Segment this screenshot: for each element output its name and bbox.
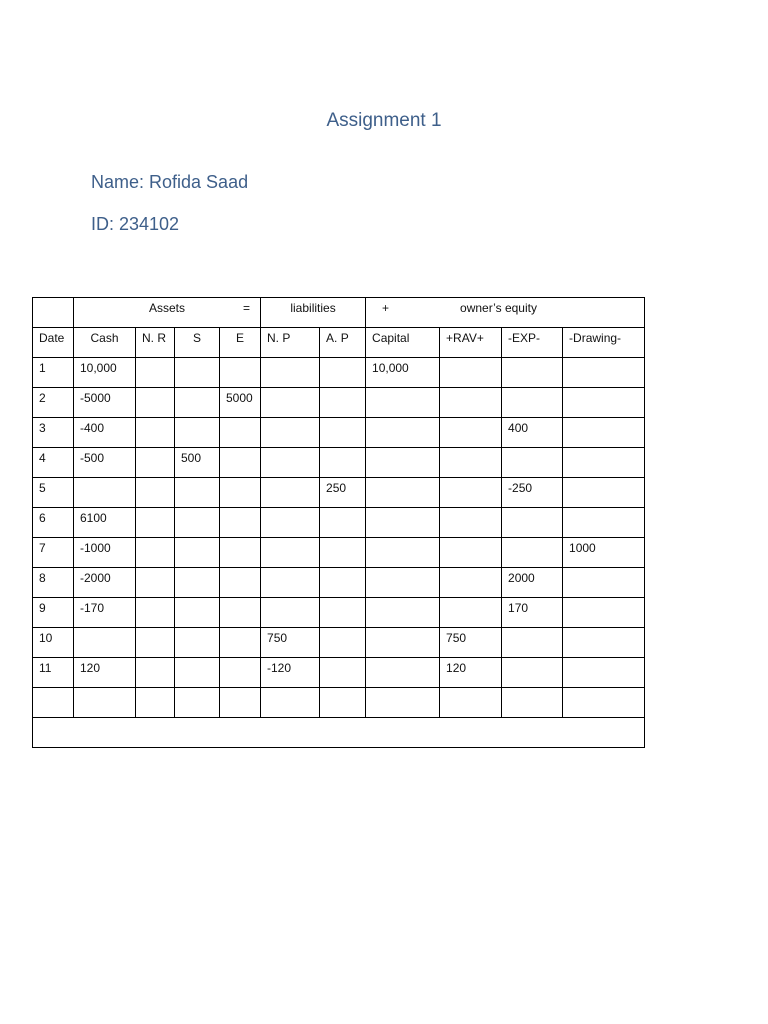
table-row xyxy=(33,628,645,658)
table-cell xyxy=(366,598,440,628)
table-cell xyxy=(563,568,645,598)
table-cell xyxy=(175,418,220,448)
table-cell xyxy=(136,388,175,418)
table-cell: -2000 xyxy=(74,568,136,598)
table-cell xyxy=(261,478,320,508)
column-header: -EXP- xyxy=(502,328,563,358)
table-cell xyxy=(220,598,261,628)
table-cell xyxy=(440,598,502,628)
table-cell xyxy=(220,688,261,718)
table-cell: 9 xyxy=(33,598,74,628)
table-cell xyxy=(136,598,175,628)
table-cell xyxy=(175,628,220,658)
table-cell xyxy=(136,448,175,478)
table-row xyxy=(33,598,645,628)
table-cell xyxy=(175,658,220,688)
table-row xyxy=(33,388,645,418)
table-cell xyxy=(175,388,220,418)
table-cell xyxy=(261,418,320,448)
table-cell: 1 xyxy=(33,358,74,388)
table-cell: -500 xyxy=(74,448,136,478)
table-cell xyxy=(366,568,440,598)
table-cell xyxy=(136,688,175,718)
table-cell xyxy=(440,478,502,508)
table-row xyxy=(33,568,645,598)
column-header: A. P xyxy=(320,328,366,358)
table-row xyxy=(33,688,645,718)
table-cell: -250 xyxy=(502,478,563,508)
table-cell xyxy=(563,688,645,718)
table-row xyxy=(33,508,645,538)
assets-header xyxy=(74,298,261,328)
table-cell xyxy=(136,478,175,508)
header-blank-cell xyxy=(33,298,74,328)
column-header-row xyxy=(33,328,645,358)
table-row xyxy=(33,538,645,568)
table-cell xyxy=(136,418,175,448)
table-cell: 500 xyxy=(175,448,220,478)
table-cell xyxy=(440,688,502,718)
table-cell xyxy=(261,508,320,538)
table-cell: 170 xyxy=(502,598,563,628)
table-cell xyxy=(261,448,320,478)
table-row xyxy=(33,418,645,448)
table-cell xyxy=(440,418,502,448)
table-cell xyxy=(220,358,261,388)
group-header-row xyxy=(33,298,645,328)
table-cell: 6100 xyxy=(74,508,136,538)
table-cell xyxy=(502,358,563,388)
table-cell xyxy=(366,628,440,658)
table-cell: 11 xyxy=(33,658,74,688)
table-cell xyxy=(220,478,261,508)
table-cell: 750 xyxy=(261,628,320,658)
table-cell xyxy=(502,658,563,688)
table-cell xyxy=(366,658,440,688)
table-cell xyxy=(136,628,175,658)
student-name: Name: Rofida Saad xyxy=(91,172,249,192)
table-cell xyxy=(175,568,220,598)
table-cell xyxy=(175,508,220,538)
table-cell: 3 xyxy=(33,418,74,448)
table-cell xyxy=(563,478,645,508)
table-cell xyxy=(366,688,440,718)
table-cell xyxy=(440,508,502,538)
column-header: S xyxy=(175,328,220,358)
table-cell xyxy=(136,358,175,388)
table-cell xyxy=(320,388,366,418)
table-cell xyxy=(220,628,261,658)
table-cell xyxy=(175,688,220,718)
table-cell: 5000 xyxy=(220,388,261,418)
plus-sign: + xyxy=(382,301,390,315)
table-cell: 2000 xyxy=(502,568,563,598)
table-cell xyxy=(175,358,220,388)
table-cell xyxy=(502,448,563,478)
table-cell xyxy=(220,538,261,568)
equals-sign: = xyxy=(243,301,251,315)
table-cell: 120 xyxy=(74,658,136,688)
table-cell xyxy=(220,658,261,688)
table-cell xyxy=(175,478,220,508)
table-cell: 10 xyxy=(33,628,74,658)
table-cell xyxy=(502,388,563,418)
table-cell: -400 xyxy=(74,418,136,448)
table-cell xyxy=(136,508,175,538)
column-header: E xyxy=(220,328,261,358)
table-cell xyxy=(261,688,320,718)
table-cell: 6 xyxy=(33,508,74,538)
column-header: N. P xyxy=(261,328,320,358)
table-cell xyxy=(261,358,320,388)
table-cell xyxy=(136,538,175,568)
table-cell xyxy=(320,598,366,628)
table-cell: 10,000 xyxy=(366,358,440,388)
table-cell xyxy=(366,448,440,478)
table-cell xyxy=(366,508,440,538)
table-cell: 5 xyxy=(33,478,74,508)
table-cell xyxy=(563,628,645,658)
table-cell xyxy=(502,508,563,538)
table-cell xyxy=(563,448,645,478)
table-cell xyxy=(74,688,136,718)
table-cell xyxy=(261,538,320,568)
table-cell: -170 xyxy=(74,598,136,628)
table-cell: -120 xyxy=(261,658,320,688)
table-cell xyxy=(366,418,440,448)
column-header: Cash xyxy=(74,328,136,358)
table-cell xyxy=(136,568,175,598)
table-cell xyxy=(563,418,645,448)
document-title: Assignment 1 xyxy=(326,110,442,131)
footer-cell xyxy=(33,718,645,748)
table-cell: 120 xyxy=(440,658,502,688)
liabilities-header xyxy=(261,298,366,328)
table-cell xyxy=(320,418,366,448)
table-cell xyxy=(220,508,261,538)
table-cell xyxy=(563,358,645,388)
table-cell: 4 xyxy=(33,448,74,478)
table-cell xyxy=(261,568,320,598)
table-cell xyxy=(440,388,502,418)
table-cell xyxy=(502,628,563,658)
liabilities-label: liabilities xyxy=(290,301,336,315)
table-cell xyxy=(563,658,645,688)
table-cell xyxy=(74,628,136,658)
student-id: ID: 234102 xyxy=(91,214,180,234)
table-cell xyxy=(366,388,440,418)
table-cell xyxy=(320,508,366,538)
table-cell xyxy=(366,478,440,508)
table-cell xyxy=(440,448,502,478)
table-cell xyxy=(175,598,220,628)
table-cell xyxy=(320,538,366,568)
table-cell: 750 xyxy=(440,628,502,658)
table-cell xyxy=(440,538,502,568)
table-cell: 8 xyxy=(33,568,74,598)
table-cell xyxy=(74,478,136,508)
owners-equity-header xyxy=(366,298,645,328)
table-cell xyxy=(33,688,74,718)
table-cell: 10,000 xyxy=(74,358,136,388)
table-row xyxy=(33,448,645,478)
column-header: Capital xyxy=(366,328,440,358)
table-cell xyxy=(175,538,220,568)
table-cell xyxy=(320,628,366,658)
table-cell xyxy=(320,688,366,718)
table-cell xyxy=(563,508,645,538)
table-cell: 1000 xyxy=(563,538,645,568)
table-cell xyxy=(320,568,366,598)
column-header: -Drawing- xyxy=(563,328,645,358)
table-cell xyxy=(220,568,261,598)
assets-label: Assets xyxy=(149,301,186,315)
table-row xyxy=(33,658,645,688)
table-cell xyxy=(502,688,563,718)
table-cell xyxy=(261,388,320,418)
table-cell: -1000 xyxy=(74,538,136,568)
table-cell xyxy=(220,448,261,478)
table-cell: 400 xyxy=(502,418,563,448)
table-cell xyxy=(320,358,366,388)
table-footer-row xyxy=(33,718,645,748)
table-cell xyxy=(320,448,366,478)
column-header: N. R xyxy=(136,328,175,358)
table-cell xyxy=(261,598,320,628)
table-row xyxy=(33,358,645,388)
table-cell: 250 xyxy=(320,478,366,508)
table-row xyxy=(33,478,645,508)
table-cell: 2 xyxy=(33,388,74,418)
table-cell xyxy=(440,358,502,388)
table-cell xyxy=(220,418,261,448)
table-cell xyxy=(563,598,645,628)
table-cell xyxy=(440,568,502,598)
table-cell xyxy=(563,388,645,418)
table-cell xyxy=(366,538,440,568)
accounting-equation-table xyxy=(32,297,645,748)
owners-equity-label: owner’s equity xyxy=(460,301,537,315)
table-cell: 7 xyxy=(33,538,74,568)
column-header: Date xyxy=(33,328,74,358)
table-cell xyxy=(502,538,563,568)
table-cell xyxy=(136,658,175,688)
table-cell: -5000 xyxy=(74,388,136,418)
column-header: +RAV+ xyxy=(440,328,502,358)
table-cell xyxy=(320,658,366,688)
